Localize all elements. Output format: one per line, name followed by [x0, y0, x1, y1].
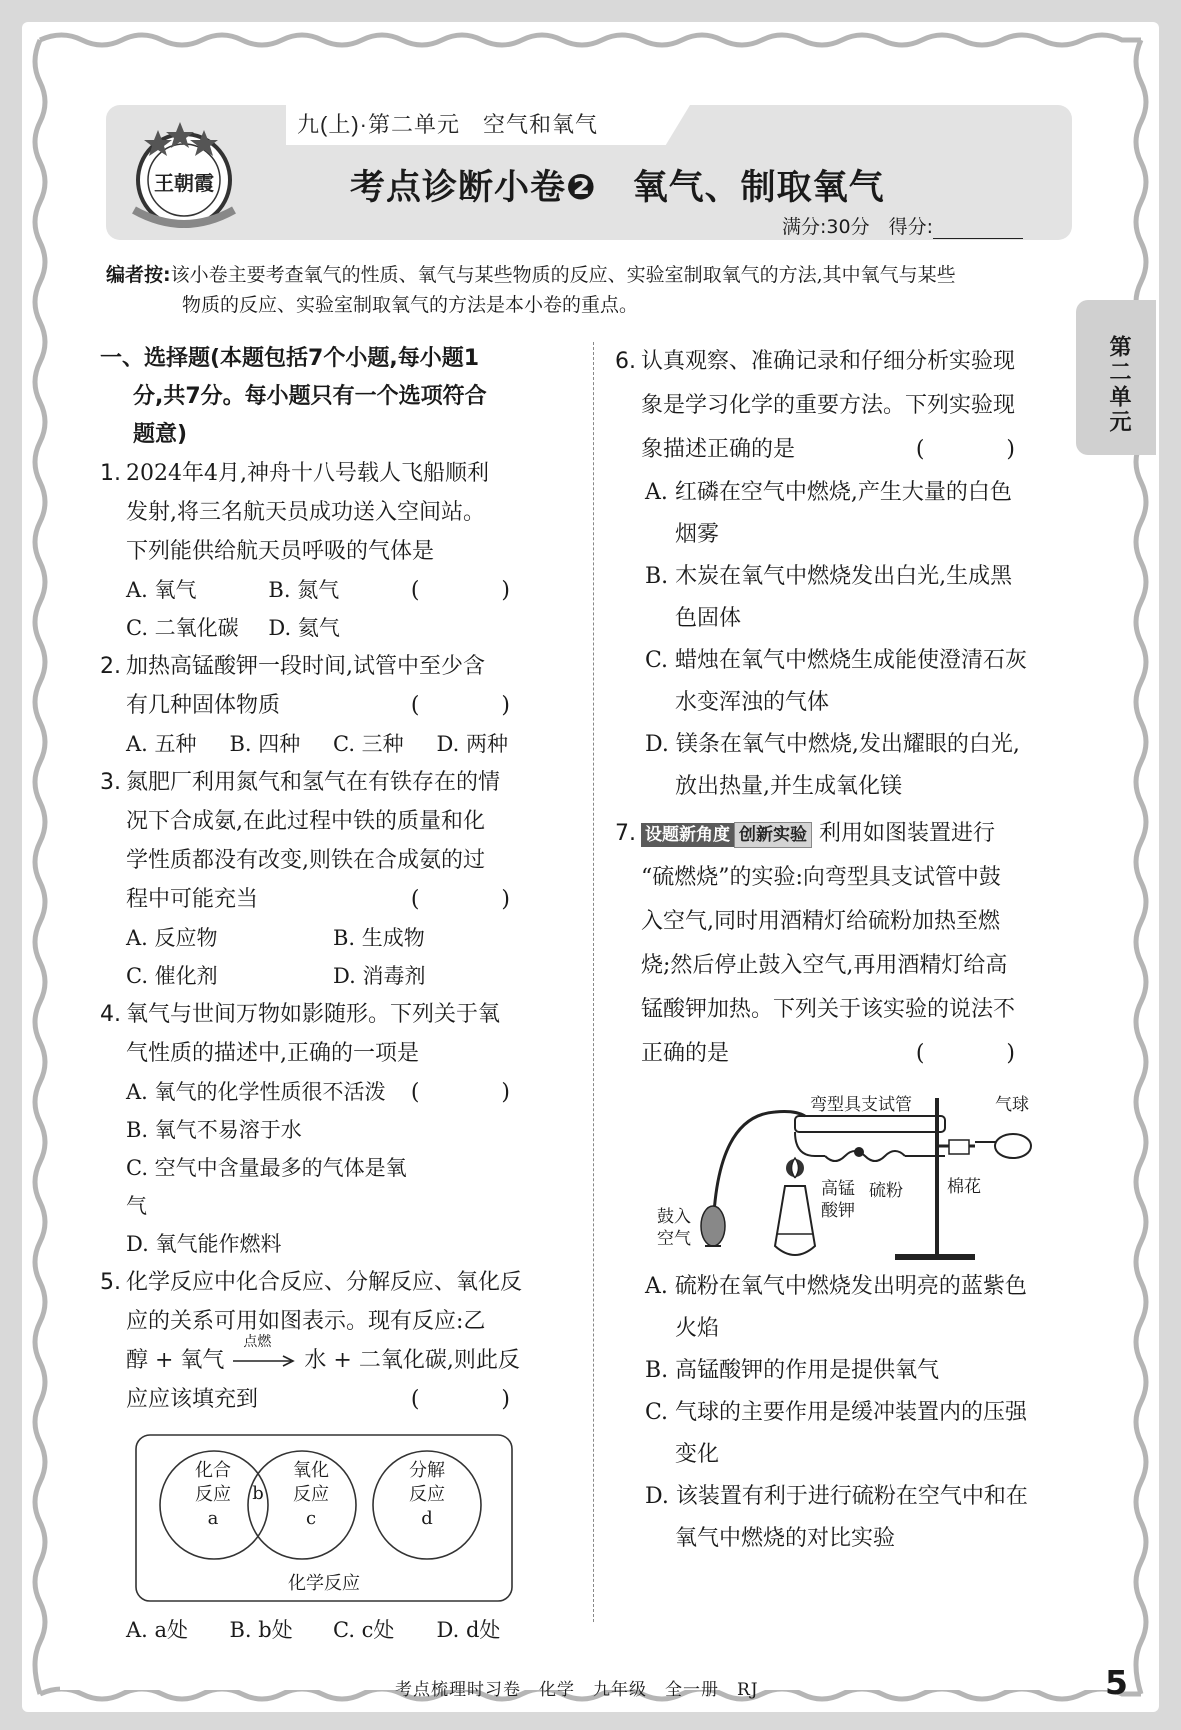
venn-combination: [178, 1459, 248, 1531]
reaction-arrow: [231, 1334, 297, 1372]
side-tab-unit: 第二单元: [1076, 300, 1156, 455]
venn-label-d: d: [421, 1508, 433, 1529]
q7-line6: 正确的是: [641, 1041, 730, 1066]
q7-option-d-line2: 氧气中燃烧的对比实验: [675, 1526, 896, 1551]
venn-c1-line2: 反应: [195, 1484, 231, 1505]
q1-line3: 下列能供给航天员呼吸的气体是: [126, 539, 435, 564]
q6-option-b-line2: 色固体: [675, 606, 742, 631]
q7-option-d-line1: D. 该装置有利于进行硫粉在空气中和在: [645, 1484, 1028, 1509]
question-2: [100, 647, 540, 725]
score-label: 满分:30分 得分:: [782, 216, 933, 238]
q5-line1: 化学反应中化合反应、分解反应、氧化反: [126, 1270, 523, 1295]
q3-option-b[interactable]: B. 生成物: [333, 926, 425, 950]
q3-line1: 氮肥厂利用氮气和氢气在有铁存在的情: [126, 770, 501, 795]
label-cotton: 棉花: [947, 1177, 981, 1197]
q7-option-c-line2: 变化: [675, 1442, 720, 1467]
venn-c3-line2: 反应: [409, 1484, 445, 1505]
venn-label-a: a: [207, 1508, 219, 1529]
q4-number: 4.: [100, 1002, 121, 1027]
q2-line1: 加热高锰酸钾一段时间,试管中至少含: [126, 654, 485, 679]
q5-number: 5.: [100, 1270, 121, 1295]
q6-option-a-line2: 烟雾: [675, 522, 720, 547]
q3-option-c[interactable]: C. 催化剂: [126, 964, 218, 988]
column-divider: [593, 342, 594, 1622]
q2-option-c[interactable]: C. 三种: [333, 732, 404, 756]
right-column: [615, 340, 1045, 1560]
page-number: 5: [1105, 1663, 1128, 1702]
q6-option-c-line2: 水变浑浊的气体: [675, 690, 830, 715]
score-line: [782, 212, 1023, 239]
label-tube: 弯型具支试管: [810, 1095, 912, 1115]
q5-line4: 应应该填充到: [126, 1387, 259, 1412]
q1-answer-blank[interactable]: ( ): [410, 578, 540, 603]
label-kmno4-line1: 高锰: [821, 1179, 855, 1199]
new-angle-badge: 设题新角度: [641, 823, 734, 847]
venn-c1-line1: 化合: [195, 1460, 231, 1481]
label-air-line2: 空气: [657, 1229, 691, 1249]
q7-line5: 锰酸钾加热。下列关于该实验的说法不: [641, 997, 1016, 1022]
venn-c2-line1: 氧化: [293, 1460, 329, 1481]
q6-option-b[interactable]: [615, 556, 1045, 640]
q7-line3: 入空气,同时用酒精灯给硫粉加热至燃: [641, 909, 1000, 934]
q1-line2: 发射,将三名航天员成功送入空间站。: [126, 500, 485, 525]
q3-number: 3.: [100, 770, 121, 795]
venn-c3-line1: 分解: [409, 1460, 445, 1481]
q7-line4: 烧;然后停止鼓入空气,再用酒精灯给高: [641, 953, 1008, 978]
arrow-icon: [231, 1350, 297, 1372]
label-air-line1: 鼓入: [657, 1207, 691, 1227]
footer: 考点梳理时习卷 化学 九年级 全一册 RJ: [395, 1680, 759, 1700]
q5-answer-blank[interactable]: ( ): [410, 1387, 540, 1412]
venn-decomposition: [392, 1459, 462, 1531]
q7-option-a[interactable]: [615, 1266, 1045, 1350]
q4-line1: 氧气与世间万物如影随形。下列关于氧: [126, 1002, 501, 1027]
q1-option-b[interactable]: B. 氮气: [268, 578, 340, 602]
logo-text: 王朝霞: [154, 171, 214, 195]
q6-option-a-line1: A. 红磷在空气中燃烧,产生大量的白色: [645, 480, 1012, 505]
page-content: [60, 60, 1128, 1702]
q6-option-d-line1: D. 镁条在氧气中燃烧,发出耀眼的白光,: [645, 732, 1020, 757]
section-title: [100, 340, 540, 454]
q3-options: [100, 919, 540, 995]
q7-option-b-line1: B. 高锰酸钾的作用是提供氧气: [645, 1358, 940, 1383]
q2-answer-blank[interactable]: ( ): [410, 693, 540, 718]
score-blank[interactable]: [933, 221, 1023, 239]
q7-option-c[interactable]: [615, 1392, 1045, 1476]
q7-option-c-line1: C. 气球的主要作用是缓冲装置内的压强: [645, 1400, 1028, 1425]
page-title: 考点诊断小卷❷ 氧气、制取氧气: [350, 168, 885, 208]
label-sulfur: 硫粉: [869, 1181, 903, 1201]
section-line1: 一、选择题(本题包括7个小题,每小题1: [100, 346, 480, 371]
q3-option-d[interactable]: D. 消毒剂: [333, 964, 426, 988]
question-6: [615, 340, 1045, 472]
q3-line4: 程中可能充当: [126, 887, 259, 912]
q3-line2: 况下合成氨,在此过程中铁的质量和化: [126, 809, 485, 834]
label-kmno4-line2: 酸钾: [821, 1201, 855, 1221]
editor-line1: 该小卷主要考查氧气的性质、氧气与某些物质的反应、实验室制取氧气的方法,其中氧气与某些: [170, 264, 956, 286]
q5-line3-products: 水 + 二氧化碳,则此反: [304, 1348, 520, 1373]
q6-line1: 认真观察、准确记录和仔细分析实验现: [641, 349, 1016, 374]
q2-option-a[interactable]: A. 五种: [126, 732, 197, 756]
q4-options: [100, 1073, 411, 1263]
q6-line2: 象是学习化学的重要方法。下列实验现: [641, 393, 1016, 418]
q1-option-a[interactable]: A. 氧气: [126, 578, 197, 602]
q6-line3: 象描述正确的是: [641, 437, 796, 462]
q2-option-b[interactable]: B. 四种: [229, 732, 301, 756]
editor-label: 编者按:: [106, 264, 171, 286]
q3-option-a[interactable]: A. 反应物: [126, 926, 218, 950]
label-kmno4: [821, 1178, 855, 1222]
q5-option-a[interactable]: A. a处: [126, 1618, 189, 1642]
unit-title: 九(上)·第二单元 空气和氧气: [297, 112, 598, 137]
q5-options: [100, 1611, 540, 1649]
q7-option-b[interactable]: [615, 1350, 1045, 1392]
venn-diagram: [134, 1433, 514, 1603]
q1-option-c[interactable]: C. 二氧化碳: [126, 616, 239, 640]
q1-option-d[interactable]: D. 氦气: [268, 616, 340, 640]
editor-note: [106, 260, 1076, 320]
question-7: [615, 812, 1045, 1076]
editor-line2: 物质的反应、实验室制取氧气的方法是本小卷的重点。: [182, 294, 639, 316]
q1-line1: 2024年4月,神舟十八号载人飞船顺利: [126, 461, 489, 486]
q2-options: [100, 725, 540, 763]
q1-number: 1.: [100, 461, 121, 486]
label-balloon: 气球: [995, 1095, 1029, 1115]
q4-option-a[interactable]: A. 氧气的化学性质很不活泼: [126, 1080, 386, 1104]
q4-option-b[interactable]: B. 氧气不易溶于水: [126, 1118, 302, 1142]
q6-answer-blank[interactable]: ( ): [915, 437, 1045, 462]
q5-line3-reactants: 醇 + 氧气: [126, 1348, 225, 1373]
question-5: [100, 1263, 540, 1419]
q6-option-c-line1: C. 蜡烛在氧气中燃烧生成能使澄清石灰: [645, 648, 1028, 673]
q2-option-d[interactable]: D. 两种: [436, 732, 508, 756]
section-line2: 分,共7分。每小题只有一个选项符合: [133, 384, 487, 409]
q7-line2: “硫燃烧”的实验:向弯型具支试管中鼓: [641, 865, 1001, 890]
q6-option-c[interactable]: [615, 640, 1045, 724]
q7-number: 7.: [615, 821, 636, 846]
question-3: [100, 763, 540, 919]
q7-answer-blank[interactable]: ( ): [915, 1041, 1045, 1066]
q2-number: 2.: [100, 654, 121, 679]
q5-option-c[interactable]: C. c处: [333, 1618, 395, 1642]
q6-option-d[interactable]: [615, 724, 1045, 808]
venn-label-b: b: [252, 1483, 264, 1504]
q5-option-b[interactable]: B. b处: [229, 1618, 293, 1642]
venn-label-c: c: [305, 1508, 317, 1529]
label-air: [657, 1206, 691, 1250]
q5-line2: 应的关系可用如图表示。现有反应:乙: [126, 1309, 486, 1334]
innovative-experiment-badge: 创新实验: [734, 822, 812, 848]
q3-line3: 学性质都没有改变,则铁在合成氨的过: [126, 848, 485, 873]
venn-oxidation: [276, 1459, 346, 1531]
q7-line1: 利用如图装置进行: [819, 821, 996, 846]
left-column: [100, 340, 540, 1649]
q6-option-b-line1: B. 木炭在氧气中燃烧发出白光,生成黑: [645, 564, 1013, 589]
arrow-condition: 点燃: [243, 1334, 272, 1350]
q1-options: [100, 571, 411, 647]
q7-option-d[interactable]: [615, 1476, 1045, 1560]
section-line3: 题意): [133, 422, 188, 447]
q6-option-d-line2: 放出热量,并生成氧化镁: [675, 774, 902, 799]
q7-option-a-line2: 火焰: [675, 1316, 720, 1341]
q4-answer-blank[interactable]: ( ): [410, 1080, 540, 1105]
q3-answer-blank[interactable]: ( ): [410, 887, 540, 912]
venn-caption: 化学反应: [288, 1573, 360, 1594]
q4-option-d[interactable]: D. 氧气能作燃料: [126, 1232, 282, 1256]
q7-option-a-line1: A. 硫粉在氧气中燃烧发出明亮的蓝紫色: [645, 1274, 1027, 1299]
q5-option-d[interactable]: D. d处: [436, 1618, 501, 1642]
publisher-logo: [124, 118, 244, 236]
q6-option-a[interactable]: [615, 472, 1045, 556]
q6-number: 6.: [615, 349, 636, 374]
q2-line2: 有几种固体物质: [126, 693, 281, 718]
q4-option-c[interactable]: C. 空气中含量最多的气体是氧气: [126, 1156, 407, 1218]
q4-line2: 气性质的描述中,正确的一项是: [126, 1041, 419, 1066]
experiment-apparatus: [645, 1086, 1045, 1266]
venn-c2-line2: 反应: [293, 1484, 329, 1505]
